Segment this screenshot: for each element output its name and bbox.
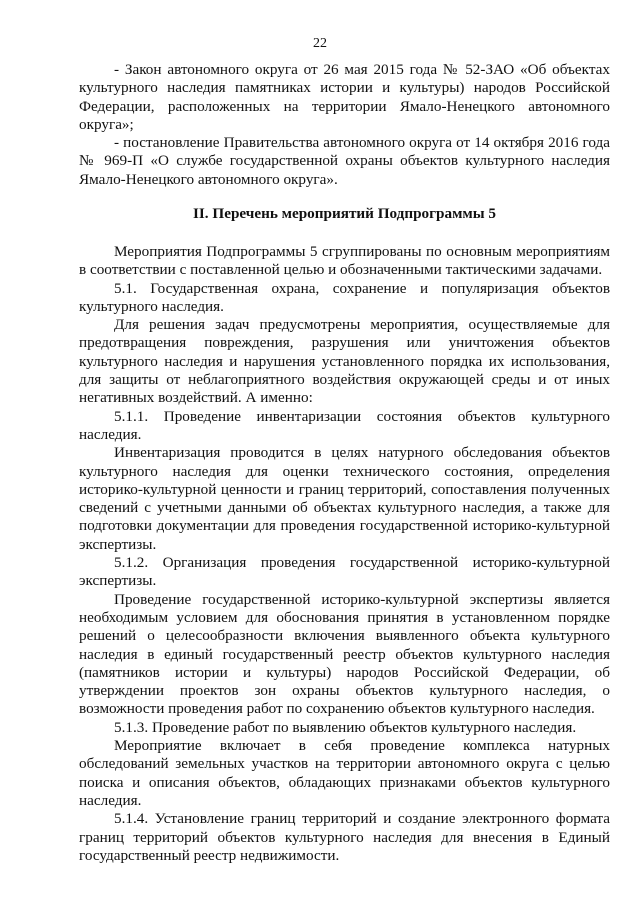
page-number: 22 xyxy=(313,36,327,51)
subsection-heading: 5.1.1. Проведение инвентаризации состояния объектов культурного наследия. xyxy=(79,407,610,443)
subsection-heading: 5.1.3. Проведение работ по выявлению объектов культурного наследия. xyxy=(114,718,577,736)
subsection-heading: 5.1.2. Организация проведения государственной историко-культурной экспертизы. xyxy=(79,554,610,590)
legal-basis-list xyxy=(79,61,610,189)
section-title: II. Перечень мероприятий Подпрограммы 5 xyxy=(192,205,497,222)
paragraph: Проведение государственной историко-культурной экспертизы является необходимым условием для обоснования принятия в установленном порядке решений о целесообразности включения выявленного объекта культурного наследия в единый государственный реестр объектов культурного наследия (памятников истории и культуры) народов Российской Федерации, об утверждении проектов зон охраны объектов культурного наследия, о возможности проведения работ по сохранению объектов культурного наследия. xyxy=(79,590,610,718)
paragraph: Мероприятия Подпрограммы 5 сгруппированы по основным мероприятиям в соответствии с поставленной целью и обозначенными тактическими задачами. xyxy=(79,243,610,279)
section-heading-block xyxy=(79,205,610,223)
subsection-heading: 5.1. Государственная охрана, сохранение и популяризация объектов культурного наследия. xyxy=(79,279,610,315)
subsection-heading: 5.1.4. Установление границ территорий и создание электронного формата границ территорий объектов культурного наследия для внесения в Единый государственный реестр недвижимости. xyxy=(79,810,610,864)
section-body xyxy=(79,243,610,865)
paragraph: Мероприятие включает в себя проведение комплекса натурных обследований земельных участков на территории автономного округа с целью поиска и описания объектов, обладающих признаками объектов культурного наследия. xyxy=(79,737,610,809)
paragraph: Для решения задач предусмотрены мероприятия, осуществляемые для предотвращения повреждения, разрушения или уничтожения объектов культурного наследия и нарушения установленного порядка их использования, для защиты от неблагоприятного воздействия окружающей среды и от иных негативных воздействий. А именно: xyxy=(79,316,610,407)
paragraph: Инвентаризация проводится в целях натурного обследования объектов культурного наследия для оценки технического состояния, определения историко-культурной ценности и границ территорий, сопоставления полученных сведений с учетными данными об объектах культурного наследия, а также для подготовки документации для проведения государственной историко-культурной экспертизы. xyxy=(79,444,610,553)
list-item: - постановление Правительства автономного округа от 14 октября 2016 года № 969-П «О службе государственной охраны объектов культурного наследия Ямало-Ненецкого автономного округа». xyxy=(79,134,610,188)
list-item: - Закон автономного округа от 26 мая 2015 года № 52-ЗАО «Об объектах культурного наследия памятниках истории и культуры) народов Российской Федерации, расположенных на территории Ямало-Ненецкого автономного округа»; xyxy=(79,61,610,133)
